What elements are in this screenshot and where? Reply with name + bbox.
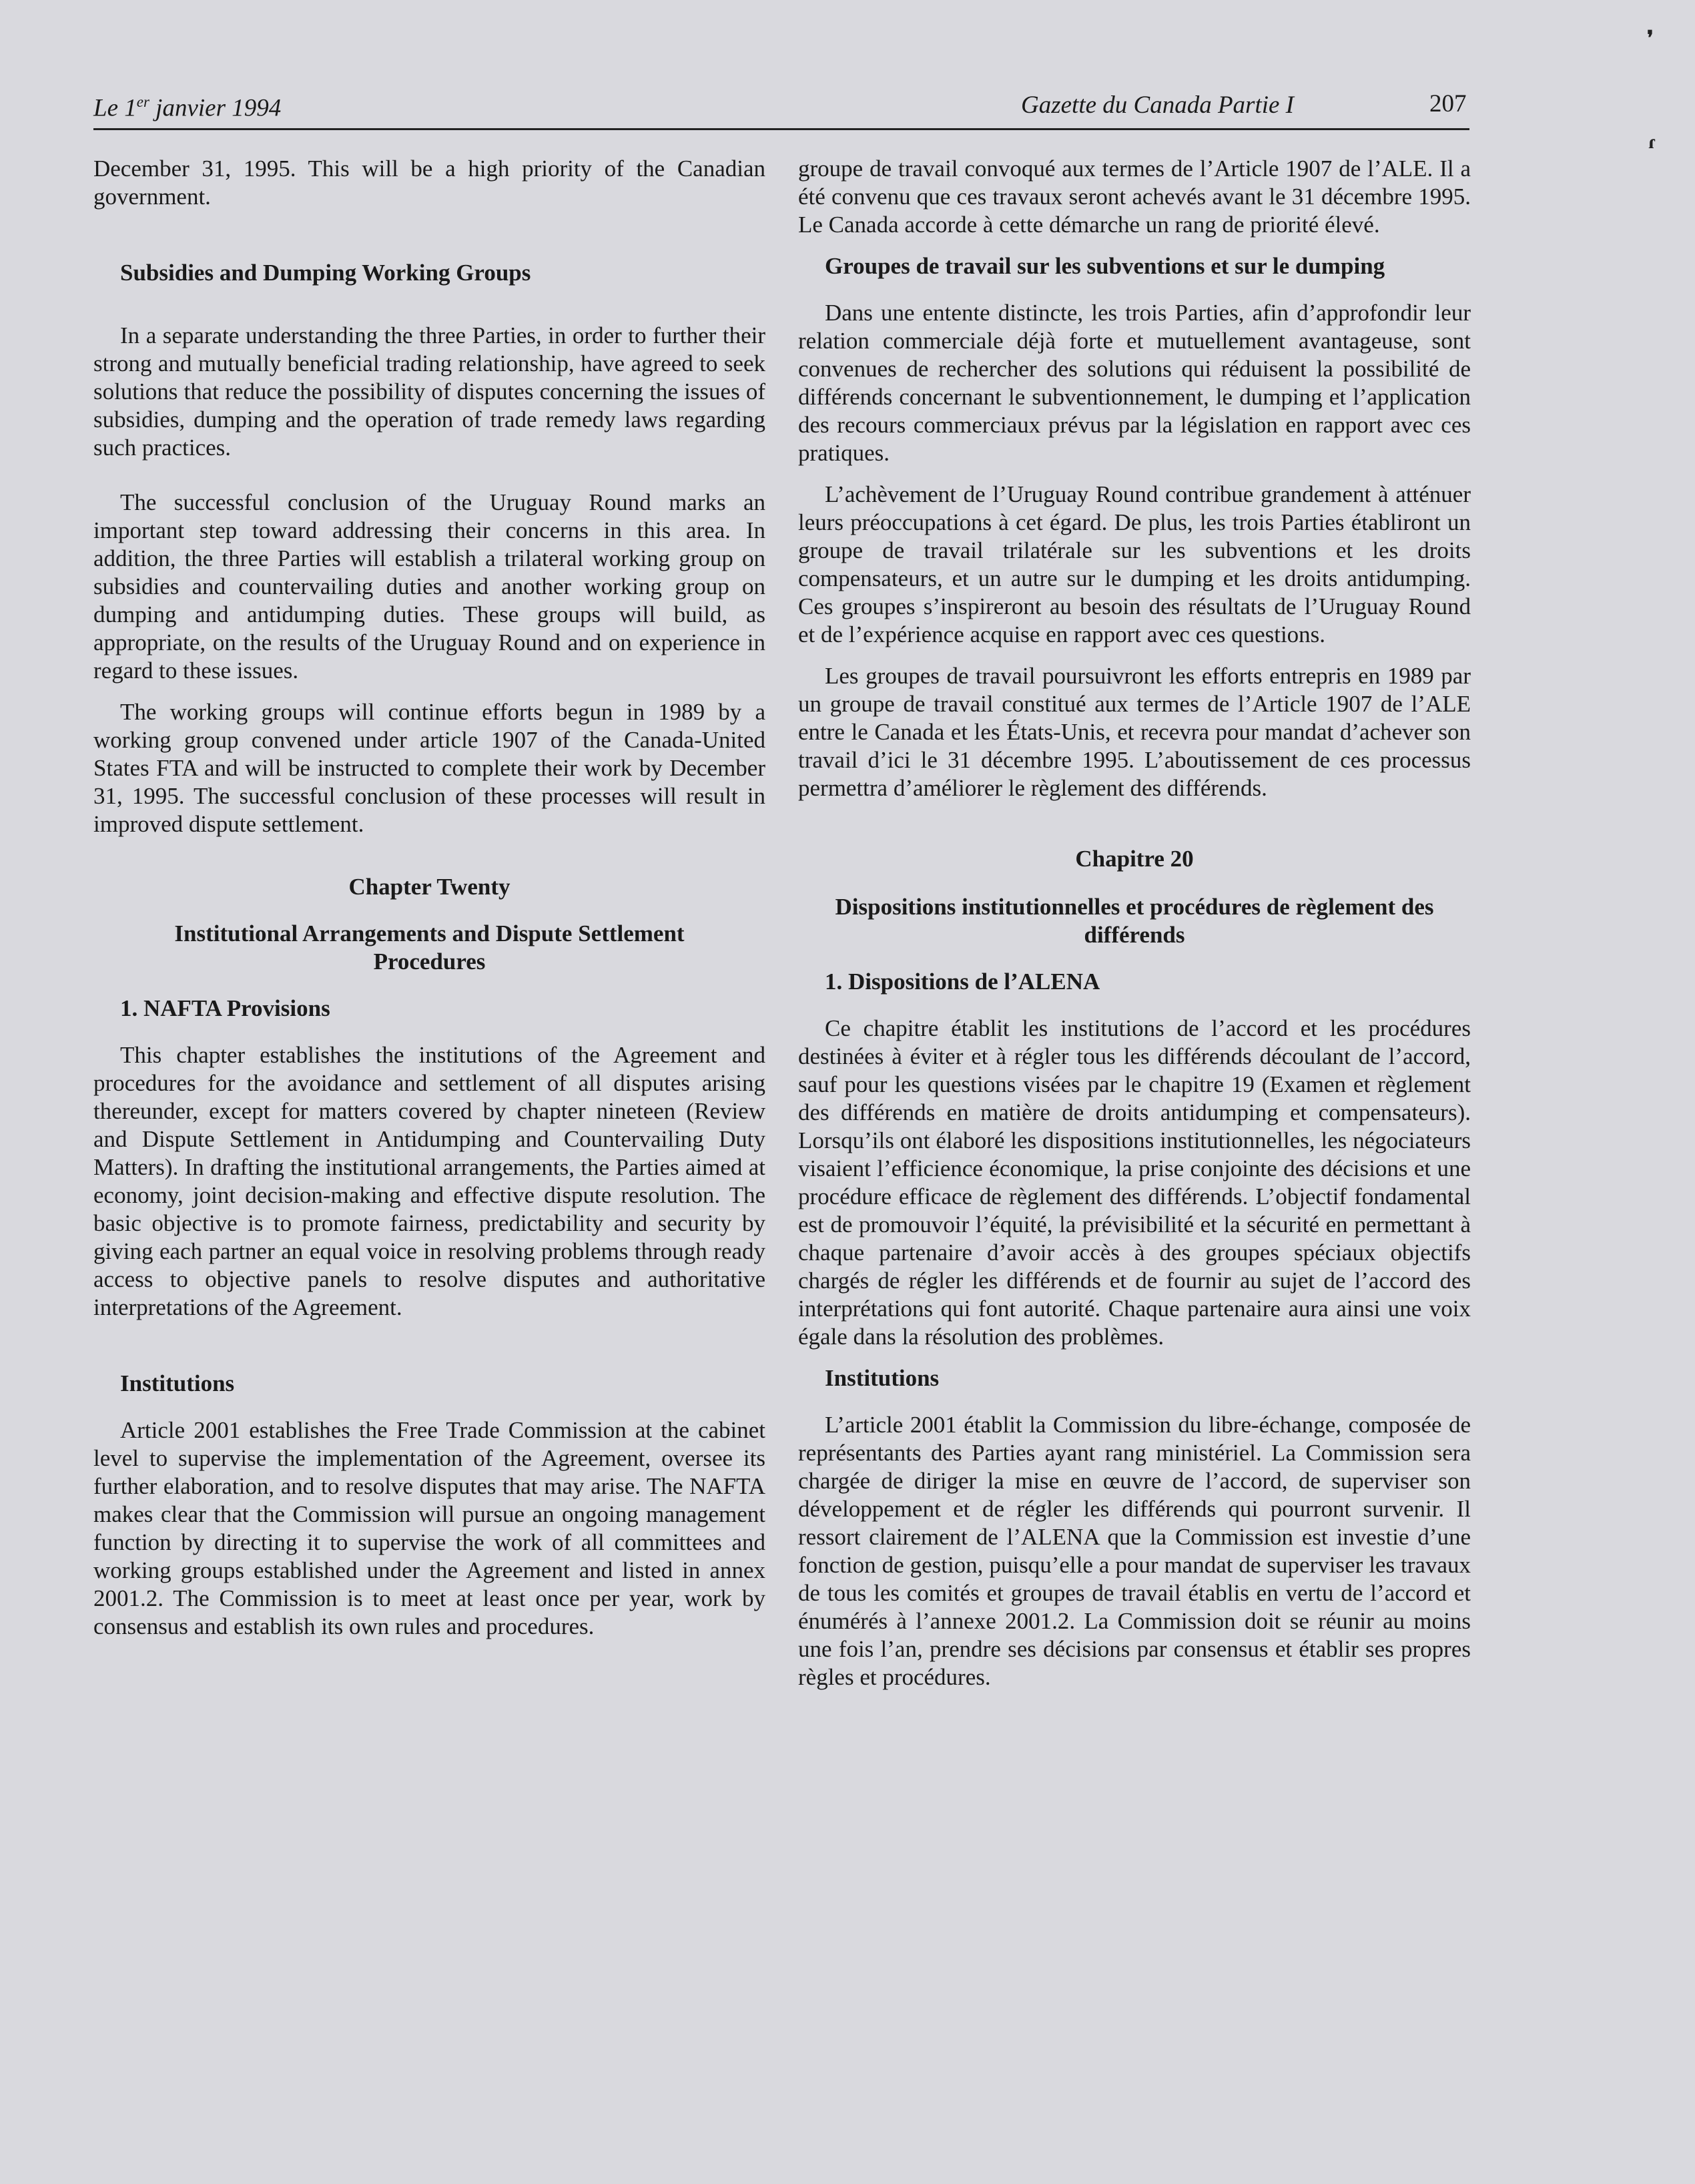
subsidies-heading: Subsidies and Dumping Working Groups bbox=[120, 260, 531, 286]
nafta-paragraph: This chapter establishes the institutions of the Agreement and procedures for the avoidance and settlement of all disputes arising thereunder, except for matters covered by chapter nineteen (Review and Dispute Settlement in Antidumping and Countervailing Duty Matters). In drafting the institutional arrangements, the Parties aimed at economy, joint decision-making and effective dispute resolution. The basic objective is to promote fairness, predictability and security by giving each partner an equal voice in resolving problems through ready access to objective panels to resolve disputes and authoritative interpretations of the Agreement. bbox=[93, 1042, 765, 1320]
institutions-paragraph: Article 2001 establishes the Free Trade Commission at the cabinet level to supervise the implementation of the Agreement, oversee its further elaboration, and to resolve disputes that may arise. The NAFTA makes clear that the Commission will pursue an ongoing management function by directing it to supervise the work of all committees and working groups established under the Agreement and listed in annex 2001.2. The Commission is to meet at least once per year, work by consensus and establish its own rules and procedures. bbox=[93, 1417, 765, 1639]
nafta-paragraph-fr: Ce chapitre établit les institutions de l’accord et les procédures destinées à éviter et à régler tous les différends découlant de l’accord, sauf pour les questions visées par le chapitre 19 (Examen et règlement des différends en matière de droits antidumping et compensateurs). Lorsqu’ils ont élaboré les dispositions institutionnelles, les négociateurs visaient l’efficience économique, la prise conjointe des décisions et une procédure efficace de règlement des différends. L’objectif fondamental est de promouvoir l’équité, la prévisibilité et la sécurité en permettant à chaque partenaire d’avoir accès à des groupes spéciaux objectifs chargés de régler les différends et de fournir au sujet de l’accord des interprétations qui font autorité. Chaque partenaire aura ainsi une voix égale dans la résolution des problèmes. bbox=[798, 1015, 1471, 1350]
scan-mark-top: ❜ bbox=[1647, 27, 1654, 49]
institutions-heading-fr: Institutions bbox=[825, 1365, 940, 1391]
institutions-paragraph-fr: L’article 2001 établit la Commission du libre-échange, composée de représentants des Parties ayant rang ministériel. La Commission sera chargée de diriger la mise en œuvre de l’accord, de superviser son développement et de régler les différends qui pourront survenir. Il ressort clairement de l’ALENA que la Commission est investie d’une fonction de gestion, puisqu’elle a pour mandat de superviser les travaux de tous les comités et groupes de travail établis en vertu de l’accord et énumérés à l’annexe 2001.2. La Commission doit se réunir au moins une fois l’an, prendre ses décisions par consensus et établir ses propres règles et procédures. bbox=[798, 1412, 1471, 1690]
subsidies-paragraph-3: The working groups will continue efforts begun in 1989 by a working group convened under article 1907 of the Canada-United States FTA and will be instructed to complete their work by December 31, 1995. The successful conclusion of these processes will result in improved dispute settlement. bbox=[93, 699, 765, 837]
page-number: 207 bbox=[1429, 90, 1467, 117]
chapter-title: Chapter Twenty bbox=[348, 874, 511, 900]
intro-paragraph-fr: groupe de travail convoqué aux termes de l’Article 1907 de l’ALE. Il a été convenu que ces travaux seront achevés avant le 31 décembre 1995. Le Canada accorde à cette démarche un rang de priorité élevé. bbox=[798, 156, 1471, 238]
chapter-subtitle-fr: Dispositions institutionnelles et procédures de règlement des différends bbox=[835, 894, 1434, 948]
scan-mark-side: ɾ bbox=[1648, 131, 1657, 153]
nafta-heading: 1. NAFTA Provisions bbox=[120, 995, 330, 1021]
header-rule bbox=[93, 128, 1469, 130]
publication-title: Gazette du Canada Partie I bbox=[1021, 91, 1295, 119]
subsidies-paragraph-1: In a separate understanding the three Parties, in order to further their strong and mutually beneficial trading relationship, have agreed to seek solutions that reduce the possibility of disputes concerning the issues of subsidies, dumping and the operation of trade remedy laws regarding such practices. bbox=[93, 322, 765, 461]
nafta-heading-fr: 1. Dispositions de l’ALENA bbox=[825, 969, 1100, 995]
subsidies-heading-fr: Groupes de travail sur les subventions et sur le dumping bbox=[825, 253, 1385, 279]
subsidies-paragraph-3-fr: Les groupes de travail poursuivront les efforts entrepris en 1989 par un groupe de travail constitué aux termes de l’Article 1907 de l’ALE entre le Canada et les États-Unis, et recevra pour mandat d’achever son travail d’ici le 31 décembre 1995. L’aboutissement de ces processus permettra d’améliorer le règlement des différends. bbox=[798, 663, 1471, 801]
header-date: Le 1er janvier 1994 bbox=[93, 93, 282, 122]
chapter-title-fr: Chapitre 20 bbox=[1075, 846, 1194, 872]
intro-paragraph: December 31, 1995. This will be a high priority of the Canadian government. bbox=[93, 156, 765, 210]
chapter-subtitle: Institutional Arrangements and Dispute Settlement Procedures bbox=[174, 920, 685, 975]
subsidies-paragraph-2-fr: L’achèvement de l’Uruguay Round contribue grandement à atténuer leurs préoccupations à cet égard. De plus, les trois Parties établiront un groupe de travail trilatérale sur les subventions et les droits compensateurs, et un autre sur le dumping et les droits antidumping. Ces groupes s’inspireront au besoin des résultats de l’Uruguay Round et de l’expérience acquise en rapport avec ces questions. bbox=[798, 481, 1471, 647]
institutions-heading: Institutions bbox=[120, 1370, 235, 1396]
french-column bbox=[798, 155, 1471, 1705]
subsidies-paragraph-2: The successful conclusion of the Uruguay Round marks an important step toward addressing their concerns in this area. In addition, the three Parties will establish a trilateral working group on subsidies and countervailing duties and another working group on dumping and antidumping duties. These groups will build, as appropriate, on the results of the Uruguay Round and on experience in regard to these issues. bbox=[93, 489, 765, 684]
subsidies-paragraph-1-fr: Dans une entente distincte, les trois Parties, afin d’approfondir leur relation commerciale déjà forte et mutuellement avantageuse, sont convenues de rechercher des solutions qui réduisent la possibilité de différends concernant le subventionnement, le dumping et l’application des recours commerciaux prévus par la législation en rapport avec ces pratiques. bbox=[798, 300, 1471, 466]
english-column bbox=[93, 155, 765, 1654]
